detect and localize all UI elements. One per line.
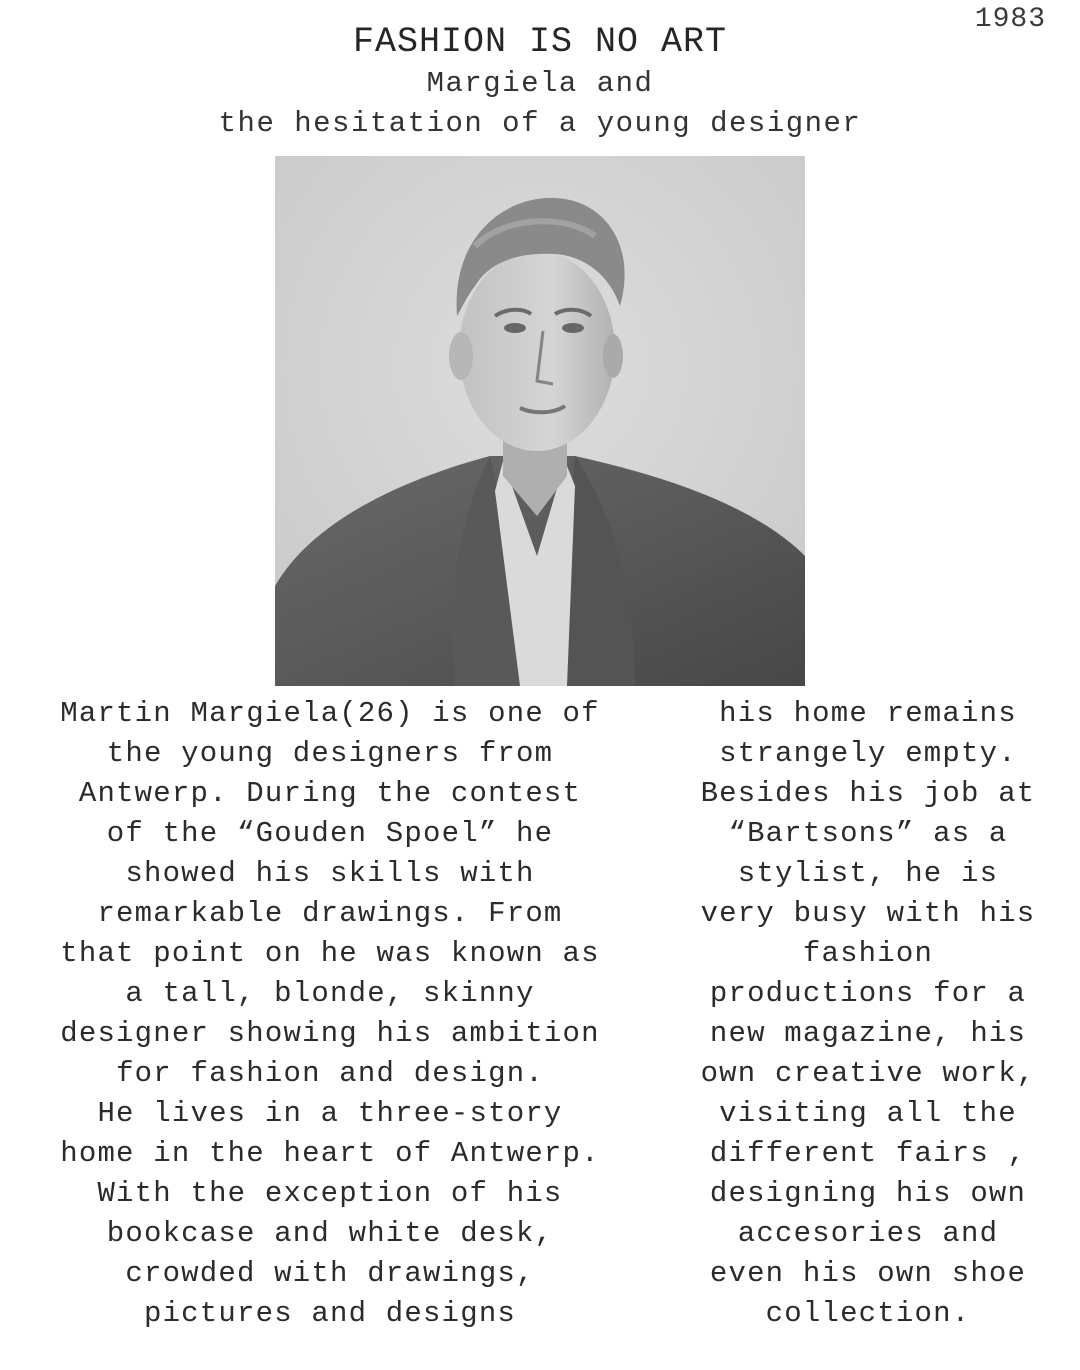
article-header [0, 20, 1080, 144]
body-line: He lives in a three-story [97, 1097, 563, 1130]
body-line: very busy with his [700, 897, 1036, 930]
body-line: accesories and [737, 1217, 999, 1250]
body-line: bookcase and white desk, [106, 1217, 554, 1250]
body-line: new magazine, his [709, 1017, 1027, 1050]
body-line: even his own shoe [709, 1257, 1027, 1290]
body-line: that point on he was known as [60, 937, 600, 970]
body-line: Besides his job at [700, 777, 1036, 810]
body-line: fashion [802, 937, 934, 970]
body-line: Martin Margiela(26) is one of [60, 697, 600, 730]
article-subtitle-line-2: the hesitation of a young designer [218, 107, 862, 140]
body-line: designing his own [709, 1177, 1027, 1210]
body-line: of the “Gouden Spoel” he [106, 817, 554, 850]
body-line: With the exception of his [97, 1177, 563, 1210]
body-line: Antwerp. During the contest [78, 777, 582, 810]
left-column [30, 694, 630, 1334]
body-line: crowded with drawings, [125, 1257, 535, 1290]
body-line: his home remains [719, 697, 1017, 730]
body-line: “Bartsons” as a [728, 817, 1008, 850]
right-column [672, 694, 1064, 1334]
body-line: different fairs , [709, 1137, 1027, 1170]
body-line: home in the heart of Antwerp. [60, 1137, 600, 1170]
body-line: stylist, he is [737, 857, 999, 890]
body-line: productions for a [709, 977, 1027, 1010]
body-line: for fashion and design. [116, 1057, 544, 1090]
body-line: the young designers from [106, 737, 554, 770]
article-title: FASHION IS NO ART [352, 22, 728, 62]
body-line: pictures and designs [143, 1297, 517, 1330]
body-line: designer showing his ambition [60, 1017, 600, 1050]
portrait-photo [275, 156, 805, 686]
body-line: remarkable drawings. From [97, 897, 563, 930]
body-line: own creative work, [700, 1057, 1036, 1090]
body-line: showed his skills with [125, 857, 535, 890]
body-line: visiting all the [719, 1097, 1017, 1130]
body-line: collection. [765, 1297, 971, 1330]
body-line: strangely empty. [719, 737, 1017, 770]
body-line: a tall, blonde, skinny [125, 977, 535, 1010]
year-label: 1983 [974, 4, 1046, 35]
article-subtitle-line-1: Margiela and [426, 67, 654, 100]
